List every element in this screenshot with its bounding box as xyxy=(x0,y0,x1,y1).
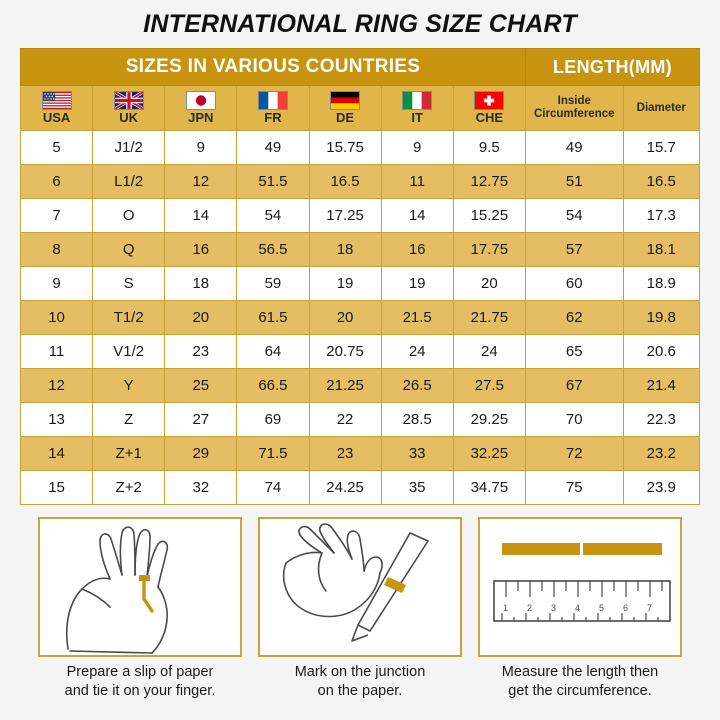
germany-flag-icon xyxy=(330,91,360,110)
cell-usa: 8 xyxy=(21,233,93,267)
svg-text:3: 3 xyxy=(551,603,557,613)
cell-diameter: 23.9 xyxy=(623,471,699,505)
cell-it: 33 xyxy=(381,437,453,471)
cell-che: 17.75 xyxy=(453,233,525,267)
cell-uk: Z xyxy=(93,403,165,437)
svg-text:6: 6 xyxy=(623,603,629,613)
instruction-caption-3 xyxy=(478,657,682,701)
cell-jpn: 20 xyxy=(165,301,237,335)
column-label-jpn: JPN xyxy=(188,110,214,125)
cell-uk: L1/2 xyxy=(93,165,165,199)
cell-diameter: 23.2 xyxy=(623,437,699,471)
cell-de: 18 xyxy=(309,233,381,267)
column-label-it: IT xyxy=(411,110,423,125)
cell-it: 11 xyxy=(381,165,453,199)
column-label-de: DE xyxy=(336,110,355,125)
table-row xyxy=(21,471,700,505)
switzerland-flag-icon xyxy=(474,91,504,110)
cell-uk: Z+2 xyxy=(93,471,165,505)
cell-usa: 11 xyxy=(21,335,93,369)
cell-it: 26.5 xyxy=(381,369,453,403)
cell-de: 21.25 xyxy=(309,369,381,403)
cell-fr: 54 xyxy=(237,199,309,233)
table-row xyxy=(21,437,700,471)
cell-jpn: 14 xyxy=(165,199,237,233)
cell-diameter: 17.3 xyxy=(623,199,699,233)
cell-de: 22 xyxy=(309,403,381,437)
group-header-countries: SIZES IN VARIOUS COUNTRIES xyxy=(21,49,526,86)
cell-circumference: 67 xyxy=(525,369,623,403)
cell-diameter: 18.9 xyxy=(623,267,699,301)
cell-it: 14 xyxy=(381,199,453,233)
table-row xyxy=(21,301,700,335)
table-row xyxy=(21,335,700,369)
cell-circumference: 75 xyxy=(525,471,623,505)
page-title: INTERNATIONAL RING SIZE CHART xyxy=(143,10,577,38)
column-header-de xyxy=(309,86,381,131)
caption-line-1: Prepare a slip of paper xyxy=(66,664,214,680)
instruction-panels xyxy=(0,517,720,701)
cell-it: 16 xyxy=(381,233,453,267)
cell-circumference: 70 xyxy=(525,403,623,437)
svg-text:2: 2 xyxy=(527,603,533,613)
cell-it: 35 xyxy=(381,471,453,505)
svg-text:4: 4 xyxy=(575,603,581,613)
cell-fr: 49 xyxy=(237,131,309,165)
column-label-fr: FR xyxy=(264,110,282,125)
cell-de: 19 xyxy=(309,267,381,301)
svg-text:7: 7 xyxy=(647,603,653,613)
table-row xyxy=(21,199,700,233)
cell-circumference: 54 xyxy=(525,199,623,233)
caption-line-2: on the paper. xyxy=(317,683,403,699)
cell-circumference: 51 xyxy=(525,165,623,199)
cell-circumference: 49 xyxy=(525,131,623,165)
us-flag-icon xyxy=(42,91,72,110)
group-header-length: LENGTH(MM) xyxy=(525,49,699,86)
cell-diameter: 19.8 xyxy=(623,301,699,335)
column-header-che xyxy=(453,86,525,131)
cell-diameter: 18.1 xyxy=(623,233,699,267)
cell-usa: 14 xyxy=(21,437,93,471)
column-header-diameter xyxy=(623,86,699,131)
table-row xyxy=(21,369,700,403)
cell-jpn: 29 xyxy=(165,437,237,471)
cell-usa: 10 xyxy=(21,301,93,335)
france-flag-icon xyxy=(258,91,288,110)
cell-circumference: 57 xyxy=(525,233,623,267)
table-flag-header-row xyxy=(21,86,700,131)
cell-fr: 69 xyxy=(237,403,309,437)
cell-jpn: 12 xyxy=(165,165,237,199)
caption-line-1: Mark on the junction xyxy=(294,664,426,680)
cell-che: 27.5 xyxy=(453,369,525,403)
cell-diameter: 15.7 xyxy=(623,131,699,165)
cell-fr: 59 xyxy=(237,267,309,301)
instruction-step-1 xyxy=(38,517,242,701)
cell-jpn: 9 xyxy=(165,131,237,165)
ring-size-table xyxy=(20,48,700,505)
cell-de: 15.75 xyxy=(309,131,381,165)
cell-che: 20 xyxy=(453,267,525,301)
cell-jpn: 16 xyxy=(165,233,237,267)
column-header-fr xyxy=(237,86,309,131)
cell-che: 29.25 xyxy=(453,403,525,437)
caption-line-2: and tie it on your finger. xyxy=(64,683,216,699)
cell-uk: V1/2 xyxy=(93,335,165,369)
column-label-che: CHE xyxy=(475,110,504,125)
cell-circumference: 60 xyxy=(525,267,623,301)
column-label-uk: UK xyxy=(119,110,139,125)
svg-text:1: 1 xyxy=(503,603,509,613)
cell-jpn: 32 xyxy=(165,471,237,505)
cell-fr: 51.5 xyxy=(237,165,309,199)
cell-che: 12.75 xyxy=(453,165,525,199)
svg-text:5: 5 xyxy=(599,603,605,613)
cell-fr: 66.5 xyxy=(237,369,309,403)
cell-fr: 74 xyxy=(237,471,309,505)
cell-che: 34.75 xyxy=(453,471,525,505)
column-header-usa xyxy=(21,86,93,131)
column-header-jpn xyxy=(165,86,237,131)
hand-marking-paper-icon xyxy=(258,517,462,657)
cell-jpn: 23 xyxy=(165,335,237,369)
cell-uk: J1/2 xyxy=(93,131,165,165)
instruction-step-2 xyxy=(258,517,462,701)
table-row xyxy=(21,403,700,437)
cell-che: 32.25 xyxy=(453,437,525,471)
cell-usa: 12 xyxy=(21,369,93,403)
cell-fr: 71.5 xyxy=(237,437,309,471)
cell-fr: 61.5 xyxy=(237,301,309,335)
cell-it: 28.5 xyxy=(381,403,453,437)
cell-diameter: 22.3 xyxy=(623,403,699,437)
cell-de: 23 xyxy=(309,437,381,471)
cell-uk: Z+1 xyxy=(93,437,165,471)
column-label-inside-circumference: Inside Circumference xyxy=(533,95,615,120)
cell-che: 21.75 xyxy=(453,301,525,335)
caption-line-1: Measure the length then xyxy=(501,664,659,680)
uk-flag-icon xyxy=(114,91,144,110)
cell-diameter: 21.4 xyxy=(623,369,699,403)
table-row xyxy=(21,165,700,199)
cell-it: 21.5 xyxy=(381,301,453,335)
cell-fr: 56.5 xyxy=(237,233,309,267)
cell-jpn: 18 xyxy=(165,267,237,301)
cell-circumference: 72 xyxy=(525,437,623,471)
cell-jpn: 25 xyxy=(165,369,237,403)
japan-flag-icon xyxy=(186,91,216,110)
column-header-it xyxy=(381,86,453,131)
table-row xyxy=(21,131,700,165)
cell-de: 16.5 xyxy=(309,165,381,199)
cell-diameter: 16.5 xyxy=(623,165,699,199)
column-label-usa: USA xyxy=(42,110,71,125)
instruction-caption-1 xyxy=(38,657,242,701)
cell-che: 15.25 xyxy=(453,199,525,233)
caption-line-2: get the circumference. xyxy=(508,683,652,699)
instruction-caption-2 xyxy=(258,657,462,701)
cell-circumference: 62 xyxy=(525,301,623,335)
cell-de: 20 xyxy=(309,301,381,335)
cell-uk: S xyxy=(93,267,165,301)
cell-usa: 9 xyxy=(21,267,93,301)
table-group-header-row xyxy=(21,49,700,86)
cell-che: 24 xyxy=(453,335,525,369)
cell-it: 24 xyxy=(381,335,453,369)
cell-usa: 7 xyxy=(21,199,93,233)
cell-usa: 6 xyxy=(21,165,93,199)
cell-fr: 64 xyxy=(237,335,309,369)
cell-de: 17.25 xyxy=(309,199,381,233)
cell-uk: T1/2 xyxy=(93,301,165,335)
italy-flag-icon xyxy=(402,91,432,110)
instruction-step-3 xyxy=(478,517,682,701)
cell-usa: 5 xyxy=(21,131,93,165)
table-row xyxy=(21,233,700,267)
cell-de: 24.25 xyxy=(309,471,381,505)
cell-it: 9 xyxy=(381,131,453,165)
cell-diameter: 20.6 xyxy=(623,335,699,369)
cell-uk: Y xyxy=(93,369,165,403)
column-label-diameter: Diameter xyxy=(636,101,686,114)
cell-uk: O xyxy=(93,199,165,233)
cell-it: 19 xyxy=(381,267,453,301)
ruler-measuring-icon xyxy=(478,517,682,657)
cell-jpn: 27 xyxy=(165,403,237,437)
cell-che: 9.5 xyxy=(453,131,525,165)
cell-circumference: 65 xyxy=(525,335,623,369)
cell-uk: Q xyxy=(93,233,165,267)
column-header-inside-circumference xyxy=(525,86,623,131)
cell-de: 20.75 xyxy=(309,335,381,369)
hand-with-paper-strip-icon xyxy=(38,517,242,657)
cell-usa: 13 xyxy=(21,403,93,437)
column-header-uk xyxy=(93,86,165,131)
cell-usa: 15 xyxy=(21,471,93,505)
table-row xyxy=(21,267,700,301)
